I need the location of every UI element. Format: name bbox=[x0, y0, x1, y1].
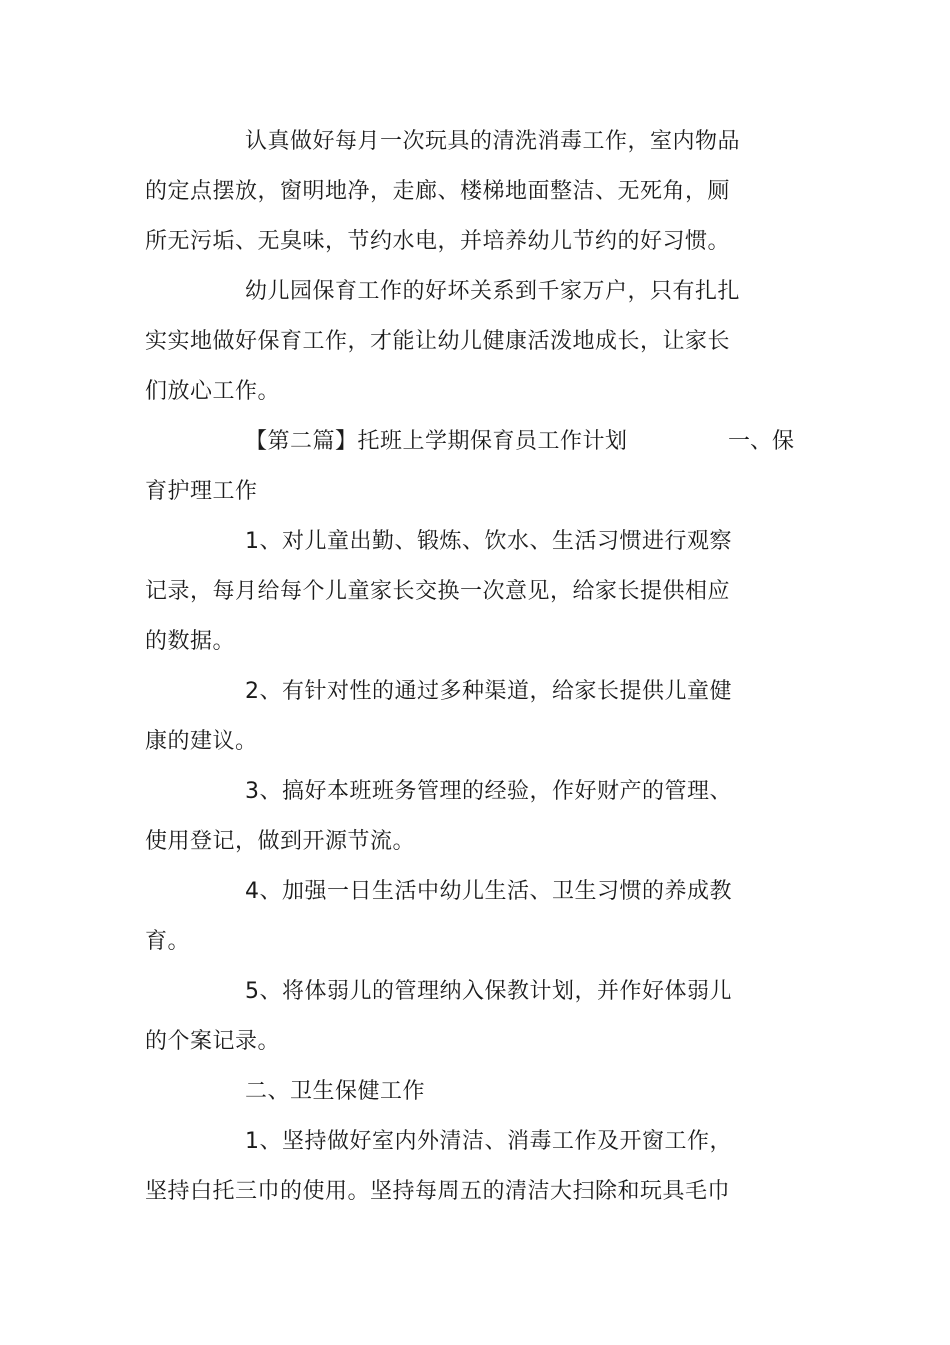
subsection-heading-end: 育护理工作 bbox=[145, 479, 258, 504]
list-item-line: 5、将体弱儿的管理纳入保教计划，并作好体弱儿 bbox=[245, 979, 732, 1004]
paragraph-line: 幼儿园保育工作的好坏关系到千家万户，只有扎扎 bbox=[245, 279, 741, 304]
section-title: 【第二篇】托班上学期保育员工作计划 bbox=[245, 429, 628, 454]
subsection-heading: 二、卫生保健工作 bbox=[245, 1079, 426, 1104]
list-item-line: 使用登记，做到开源节流。 bbox=[145, 829, 416, 854]
subsection-heading-start: 一、保 bbox=[728, 429, 795, 454]
paragraph-line: 所无污垢、无臭味，节约水电，并培养幼儿节约的好习惯。 bbox=[145, 229, 731, 254]
paragraph-line: 们放心工作。 bbox=[145, 379, 281, 404]
list-item-line: 育。 bbox=[145, 929, 191, 954]
list-item-line: 1、坚持做好室内外清洁、消毒工作及开窗工作， bbox=[245, 1129, 732, 1154]
list-item-line: 记录，每月给每个儿童家长交换一次意见，给家长提供相应 bbox=[145, 579, 731, 604]
list-item-line: 坚持白托三巾的使用。坚持每周五的清洁大扫除和玩具毛巾 bbox=[145, 1179, 731, 1204]
paragraph-line: 实实地做好保育工作，才能让幼儿健康活泼地成长，让家长 bbox=[145, 329, 731, 354]
paragraph-line: 认真做好每月一次玩具的清洗消毒工作，室内物品 bbox=[245, 129, 741, 154]
paragraph-line: 的定点摆放，窗明地净，走廊、楼梯地面整洁、无死角，厕 bbox=[145, 179, 731, 204]
list-item-line: 2、有针对性的通过多种渠道，给家长提供儿童健 bbox=[245, 679, 732, 704]
list-item-line: 的数据。 bbox=[145, 629, 236, 654]
list-item-line: 4、加强一日生活中幼儿生活、卫生习惯的养成教 bbox=[245, 879, 732, 904]
list-item-line: 的个案记录。 bbox=[145, 1029, 281, 1054]
list-item-line: 1、对儿童出勤、锻炼、饮水、生活习惯进行观察 bbox=[245, 529, 732, 554]
list-item-line: 康的建议。 bbox=[145, 729, 258, 754]
list-item-line: 3、搞好本班班务管理的经验，作好财产的管理、 bbox=[245, 779, 732, 804]
